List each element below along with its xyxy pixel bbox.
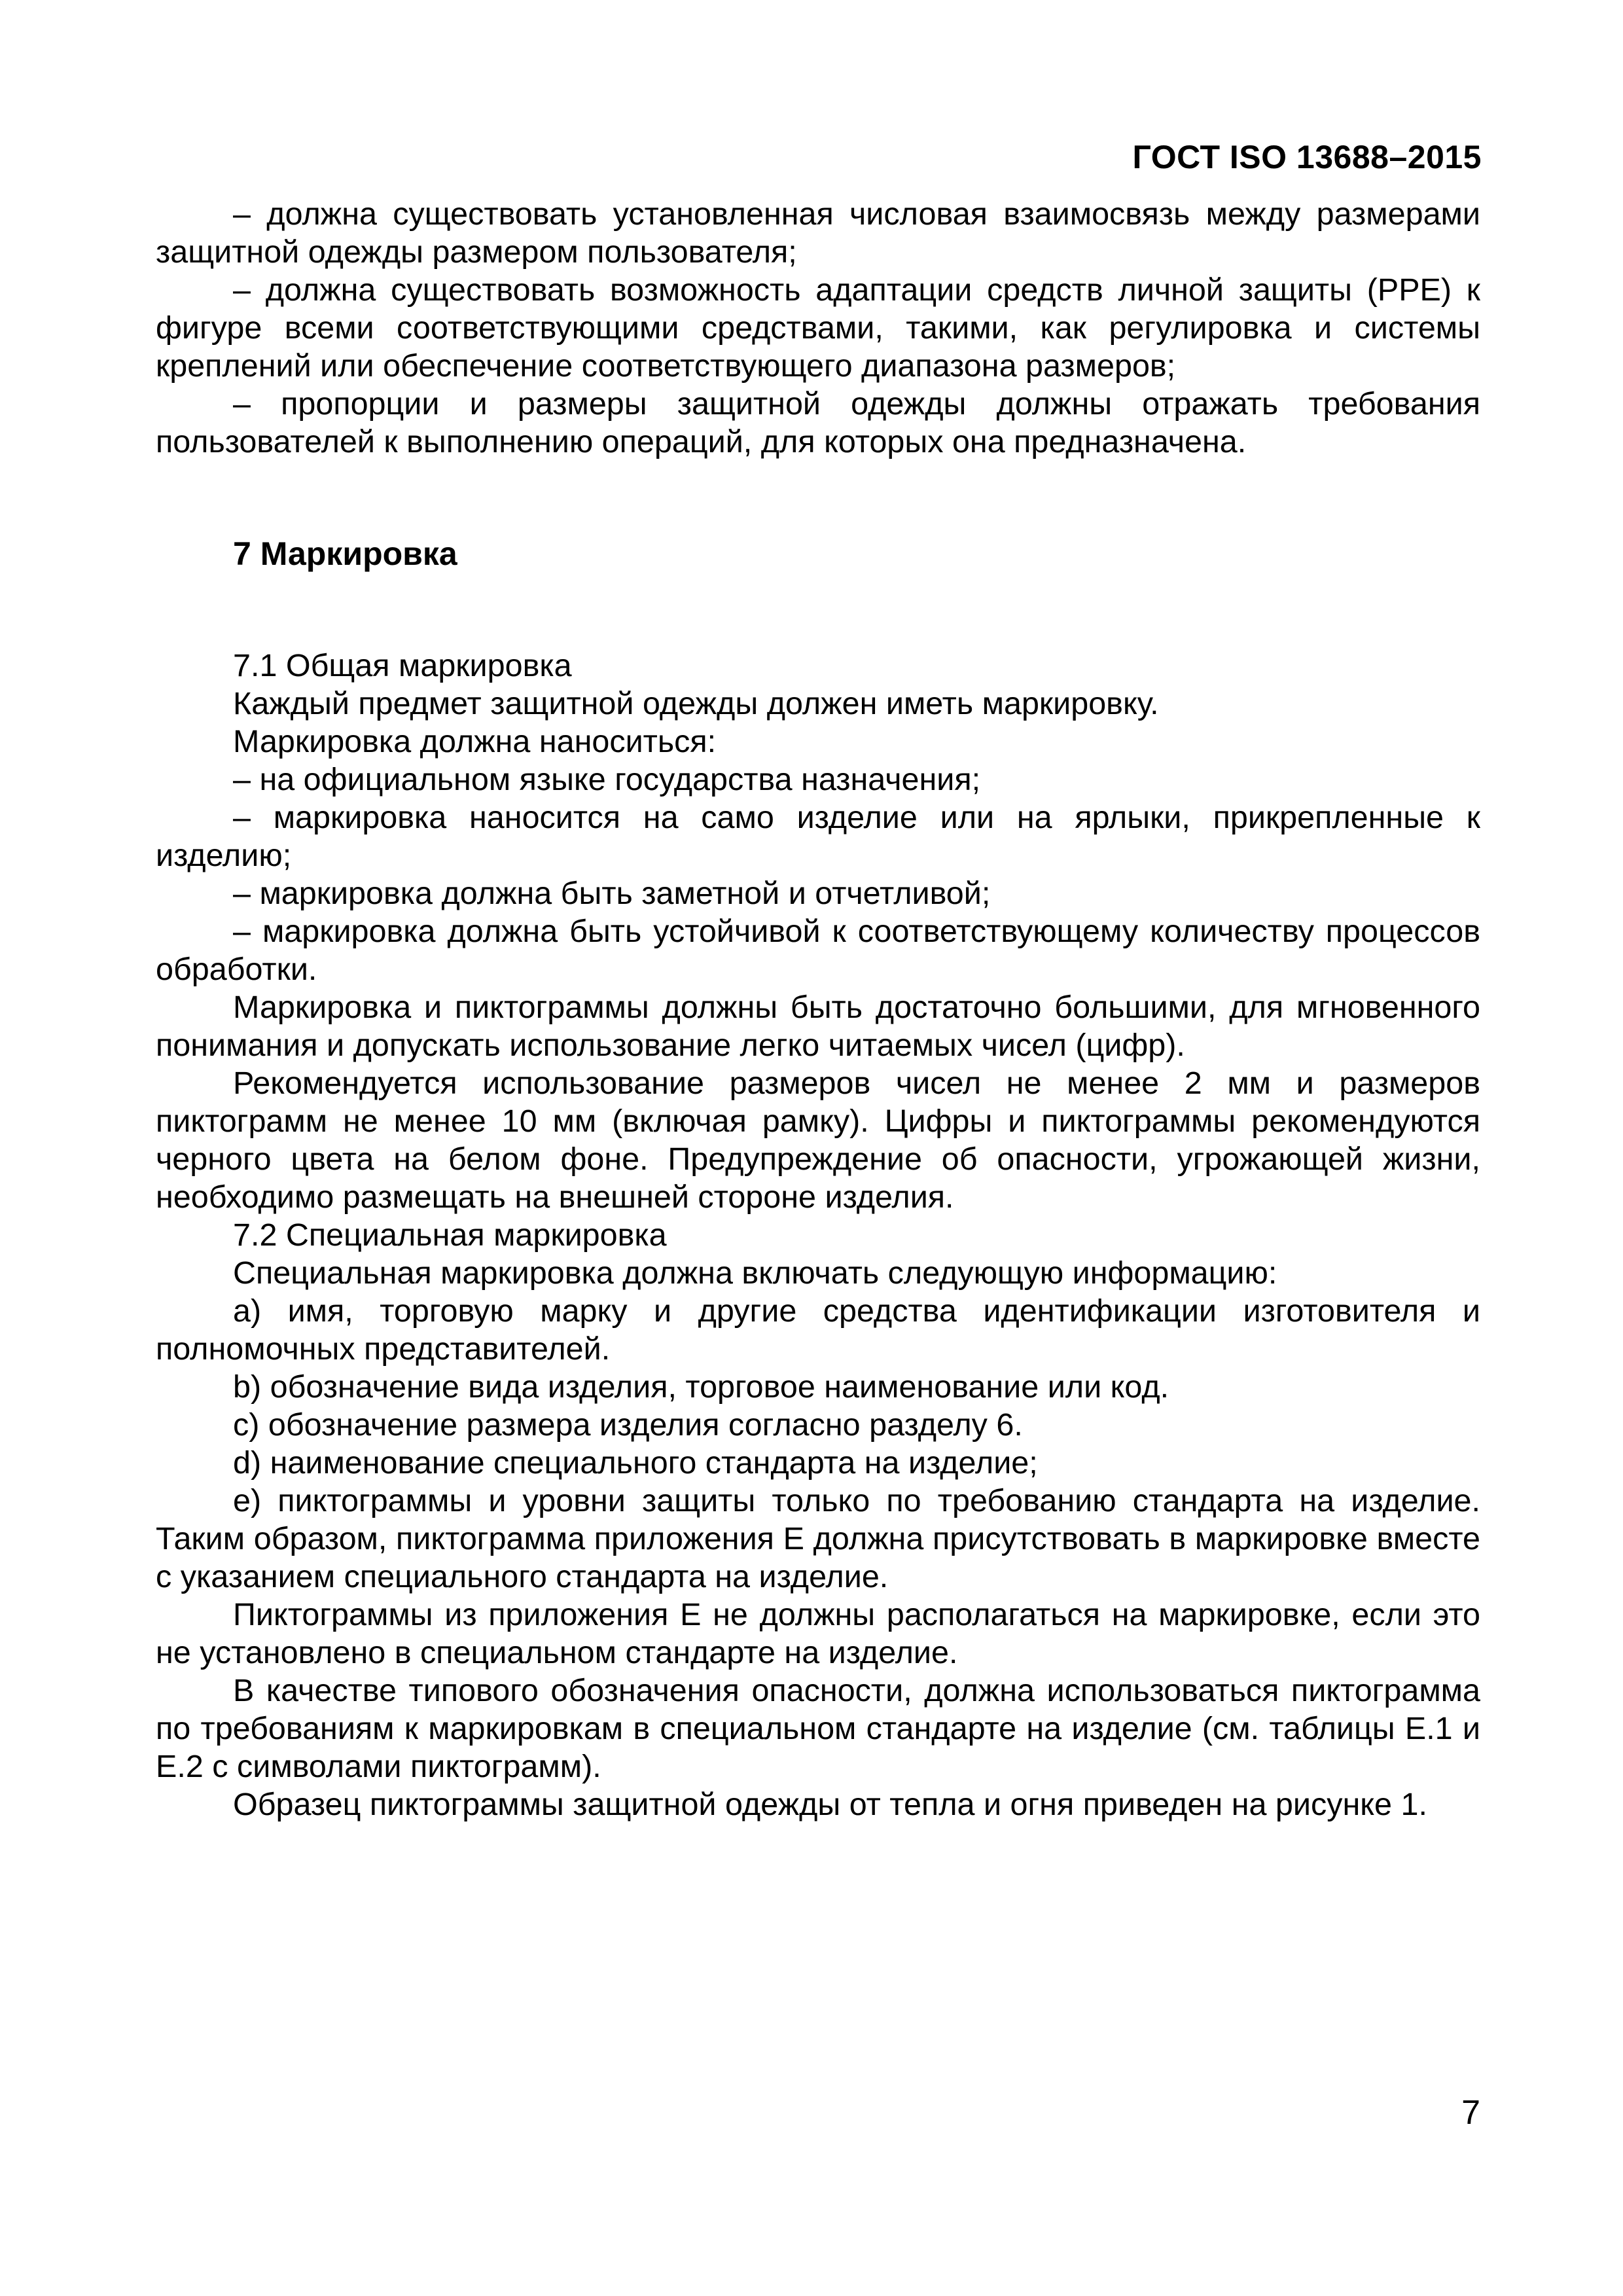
paragraph: В качестве типового обозначения опасности, должна использоваться пиктограмма по требованиям к маркировкам в специальном стандарте на изделие (см. таблицы Е.1 и Е.2 с символами пиктограмм).	[156, 1673, 1480, 1784]
paragraph: Каждый предмет защитной одежды должен иметь маркировку.	[233, 686, 1159, 721]
paragraph: Пиктограммы из приложения Е не должны располагаться на маркировке, если это не установлено в специальном стандарте на изделие.	[156, 1597, 1480, 1670]
paragraph: Специальная маркировка должна включать следующую информацию:	[233, 1255, 1277, 1291]
list-item-proportions: – пропорции и размеры защитной одежды должны отражать требования пользователей к выполнению операций, для которых она предназначена.	[156, 386, 1480, 459]
list-item: – маркировка должна быть заметной и отчетливой;	[233, 876, 991, 911]
list-item: a) имя, торговую марку и другие средства идентификации изготовителя и полномочных представителей.	[156, 1293, 1480, 1367]
list-item: b) обозначение вида изделия, торговое наименование или код.	[233, 1369, 1169, 1405]
paragraph: Рекомендуется использование размеров чисел не менее 2 мм и размеров пиктограмм не менее 10 мм (включая рамку). Цифры и пиктограммы рекомендуются черного цвета на белом фоне. Предупреждение об опасности, угрожающей жизни, необходимо размещать на внешней стороне изделия.	[156, 1066, 1480, 1215]
list-item: d) наименование специального стандарта на изделие;	[233, 1445, 1038, 1480]
paragraph: Образец пиктограммы защитной одежды от тепла и огня приведен на рисунке 1.	[233, 1787, 1427, 1822]
page-body	[156, 195, 1480, 1823]
list-item: c) обозначение размера изделия согласно разделу 6.	[233, 1407, 1023, 1443]
list-item-ppe-adaptation: – должна существовать возможность адаптации средств личной защиты (PPE) к фигуре всеми соответствующими средствами, такими, как регулировка и системы креплений или обеспечение соответствующего диапазона размеров;	[156, 272, 1480, 384]
paragraph: Маркировка и пиктограммы должны быть достаточно большими, для мгновенного понимания и допускать использование легко читаемых чисел (цифр).	[156, 990, 1480, 1063]
list-item: – маркировка должна быть устойчивой к соответствующему количеству процессов обработки.	[156, 914, 1480, 987]
subsection-heading-special-marking: 7.2 Специальная маркировка	[233, 1217, 667, 1253]
document-code-header: ГОСТ ISO 13688–2015	[1132, 139, 1482, 175]
page-number: 7	[1461, 2094, 1480, 2132]
paragraph: Маркировка должна наноситься:	[233, 724, 717, 759]
list-item: – маркировка наносится на само изделие или на ярлыки, прикрепленные к изделию;	[156, 800, 1480, 873]
subsection-heading-general-marking: 7.1 Общая маркировка	[233, 648, 572, 683]
list-item: e) пиктограммы и уровни защиты только по требованию стандарта на изделие. Таким образом, пиктограмма приложения Е должна присутствовать в маркировке вместе с указанием специального стандарта на изделие.	[156, 1483, 1480, 1594]
list-item-size-relation: – должна существовать установленная числовая взаимосвязь между размерами защитной одежды размером пользователя;	[156, 196, 1480, 270]
section-heading: 7 Маркировка	[233, 535, 457, 572]
list-item: – на официальном языке государства назначения;	[233, 762, 981, 797]
